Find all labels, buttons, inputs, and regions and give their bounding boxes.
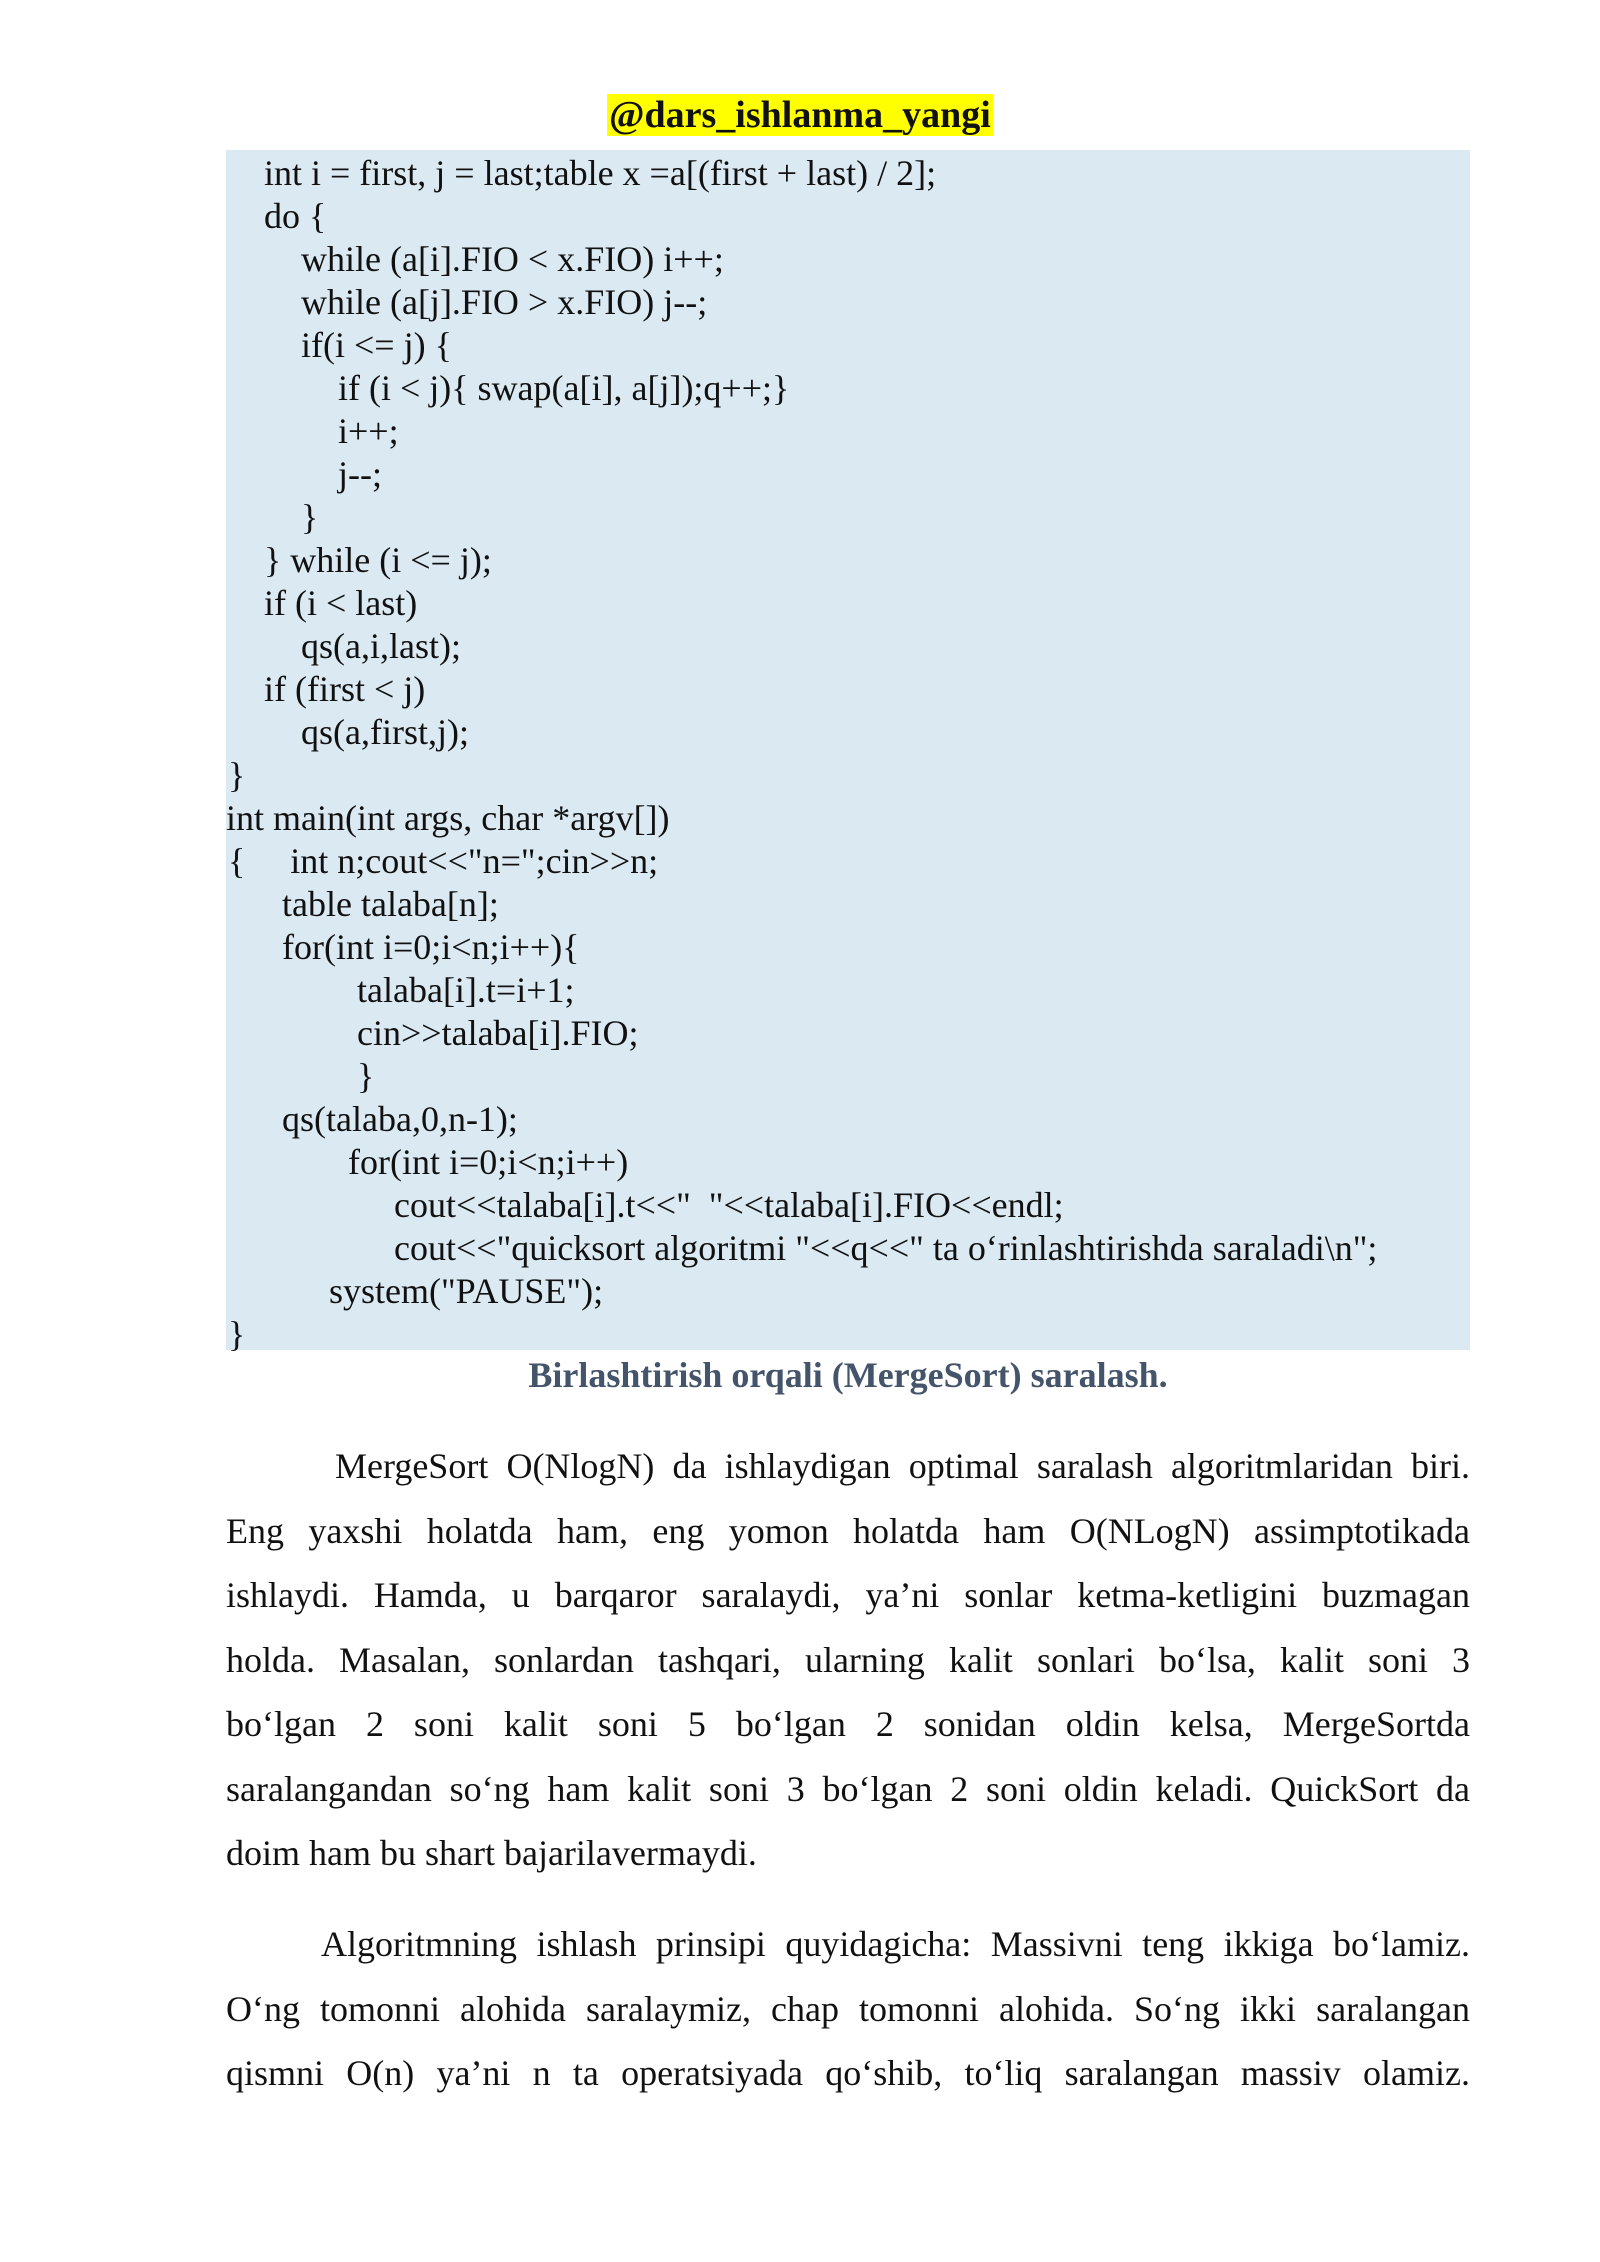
code-line: } while (i <= j);: [264, 540, 492, 580]
paragraph-line: Algoritmning ishlash prinsipi quyidagicha: Massivni teng ikkiga bo‘lamiz.: [321, 1924, 1470, 1964]
channel-tag-text: @dars_ishlanma_yangi: [609, 94, 991, 136]
paragraph-line: bo‘lgan 2 soni kalit soni 5 bo‘lgan 2 sonidan oldin kelsa, MergeSortda: [226, 1704, 1470, 1744]
code-line: table talaba[n];: [282, 884, 499, 924]
code-line: if (i < last): [264, 583, 418, 623]
code-line: }: [228, 755, 246, 795]
paragraph-line: holda. Masalan, sonlardan tashqari, ularning kalit sonlari bo‘lsa, kalit soni 3: [226, 1639, 1470, 1680]
code-line: qs(talaba,0,n-1);: [282, 1099, 518, 1139]
code-line: if (i < j){ swap(a[i], a[j]);q++;}: [338, 368, 790, 408]
code-line: cin>>talaba[i].FIO;: [357, 1013, 639, 1053]
paragraph-algorithm-principle: [226, 1912, 1470, 2106]
channel-tag: [0, 92, 1600, 138]
code-line: j--;: [338, 454, 382, 494]
code-line: while (a[i].FIO < x.FIO) i++;: [301, 239, 724, 279]
code-block: [226, 150, 1470, 1354]
code-line: do {: [264, 196, 327, 236]
code-line: for(int i=0;i<n;i++){: [282, 927, 580, 967]
code-line: qs(a,i,last);: [301, 626, 461, 666]
code-line: i++;: [338, 411, 399, 451]
paragraph-line: MergeSort O(NlogN) da ishlaydigan optimal saralash algoritmlaridan biri.: [335, 1446, 1470, 1486]
paragraph-line: doim ham bu shart bajarilavermaydi.: [226, 1833, 757, 1873]
code-line: { int n;cout<<"n=";cin>>n;: [228, 841, 659, 881]
code-line: for(int i=0;i<n;i++): [348, 1142, 629, 1182]
code-line: int i = first, j = last;table x =a[(first + last) / 2];: [264, 153, 937, 193]
code-line: talaba[i].t=i+1;: [357, 970, 575, 1010]
code-line: }: [301, 497, 319, 537]
code-line: while (a[j].FIO > x.FIO) j--;: [301, 282, 708, 322]
code-line: }: [228, 1314, 246, 1354]
code-line: system("PAUSE");: [329, 1271, 604, 1311]
paragraph-mergesort-intro: [226, 1434, 1470, 1886]
section-heading: Birlashtirish orqali (MergeSort) saralash.: [528, 1355, 1168, 1395]
paragraph-line: saralangandan so‘ng ham kalit soni 3 bo‘lgan 2 soni oldin keladi. QuickSort da: [226, 1768, 1470, 1809]
paragraph-line: Eng yaxshi holatda ham, eng yomon holatda ham O(NLogN) assimptotikada: [226, 1510, 1470, 1551]
paragraph-line: qismni O(n) ya’ni n ta operatsiyada qo‘shib, to‘liq saralangan massiv olamiz.: [226, 2053, 1470, 2093]
code-line: }: [357, 1056, 375, 1096]
code-line: cout<<"quicksort algoritmi "<<q<<" ta o‘rinlashtirishda saraladi\n";: [394, 1228, 1378, 1268]
code-line: int main(int args, char *argv[]): [226, 798, 670, 838]
code-line: cout<<talaba[i].t<<" "<<talaba[i].FIO<<endl;: [394, 1185, 1064, 1225]
paragraph-line: ishlaydi. Hamda, u barqaror saralaydi, ya’ni sonlar ketma-ketligini buzmagan: [226, 1575, 1470, 1615]
code-line: if(i <= j) {: [301, 325, 452, 365]
paragraph-line: O‘ng tomonni alohida saralaymiz, chap tomonni alohida. So‘ng ikki saralangan: [226, 1988, 1470, 2029]
code-line: if (first < j): [264, 669, 426, 709]
code-line: qs(a,first,j);: [301, 712, 469, 752]
